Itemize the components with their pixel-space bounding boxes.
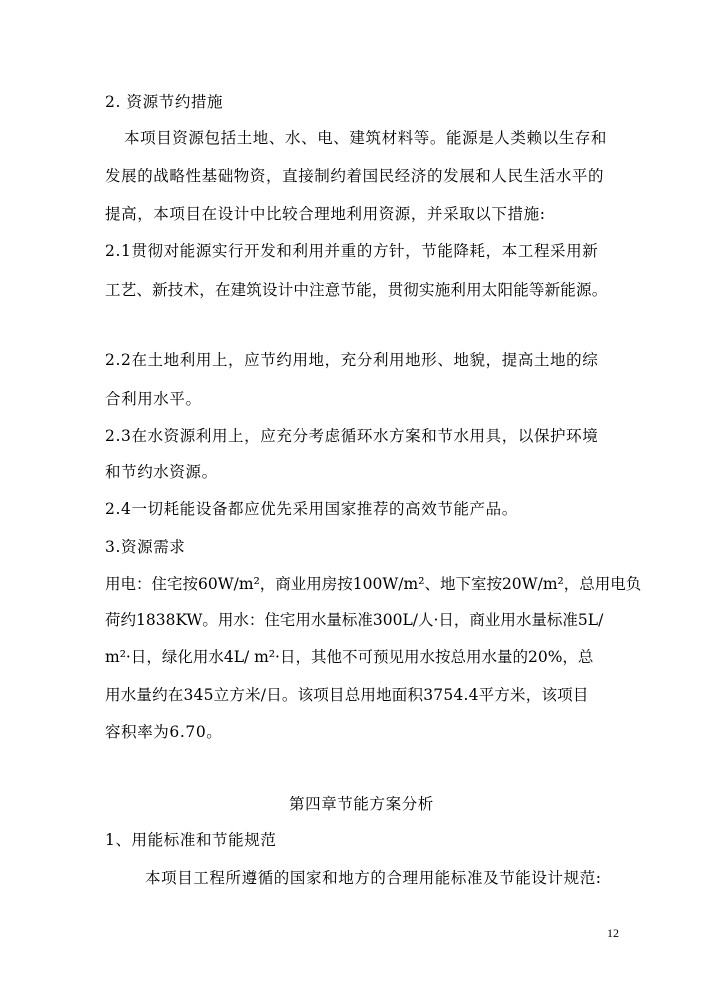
- section-3-paragraph-line-1: 用电：住宅按60W/m²，商业用房按100W/m²、地下室按20W/m²，总用电负: [105, 575, 642, 593]
- section-3-paragraph-line-5: 容积率为6.70。: [105, 723, 223, 741]
- chapter-4-title: 第四章节能方案分析: [289, 795, 434, 813]
- section-2-paragraph-line-1: 本项目资源包括土地、水、电、建筑材料等。能源是人类赖以生存和: [124, 129, 608, 147]
- measure-2-2-line-1: 2.2在土地利用上，应节约用地，充分利用地形、地貌，提高土地的综: [105, 351, 599, 369]
- section-2-paragraph-line-3: 提高，本项目在设计中比较合理地利用资源，并采取以下措施:: [105, 205, 546, 223]
- section-3-paragraph-line-4: 用水量约在345立方米/日。该项目总用地面积3754.4平方米，该项目: [105, 686, 589, 704]
- section-2-heading: 2. 资源节约措施: [105, 93, 224, 111]
- measure-2-3-line-2: 和节约水资源。: [105, 463, 218, 481]
- measure-2-4-line-1: 2.4一切耗能设备都应优先采用国家推荐的高效节能产品。: [105, 500, 518, 518]
- page-number: 12: [607, 926, 619, 940]
- measure-2-2-line-2: 合利用水平。: [105, 390, 202, 408]
- section-3-paragraph-line-2: 荷约1838KW。用水：住宅用水量标准300L/人·日，商业用水量标准5L/: [105, 611, 604, 629]
- chapter-4-section-1-intro: 本项目工程所遵循的国家和地方的合理用能标准及节能设计规范:: [145, 869, 602, 887]
- measure-2-1-line-1: 2.1贯彻对能源实行开发和利用并重的方针，节能降耗，本工程采用新: [105, 242, 599, 260]
- measure-2-3-line-1: 2.3在水资源利用上，应充分考虑循环水方案和节水用具，以保护环境: [105, 427, 599, 445]
- section-3-heading: 3.资源需求: [105, 538, 186, 556]
- measure-2-1-line-2: 工艺、新技术，在建筑设计中注意节能，贯彻实施利用太阳能等新能源。: [105, 281, 608, 299]
- section-3-paragraph-line-3: m²·日，绿化用水4L/ m²·日，其他不可预见用水按总用水量的20%，总: [105, 648, 594, 666]
- section-2-paragraph-line-2: 发展的战略性基础物资，直接制约着国民经济的发展和人民生活水平的: [105, 167, 605, 185]
- chapter-4-section-1-heading: 1、用能标准和节能规范: [105, 831, 277, 849]
